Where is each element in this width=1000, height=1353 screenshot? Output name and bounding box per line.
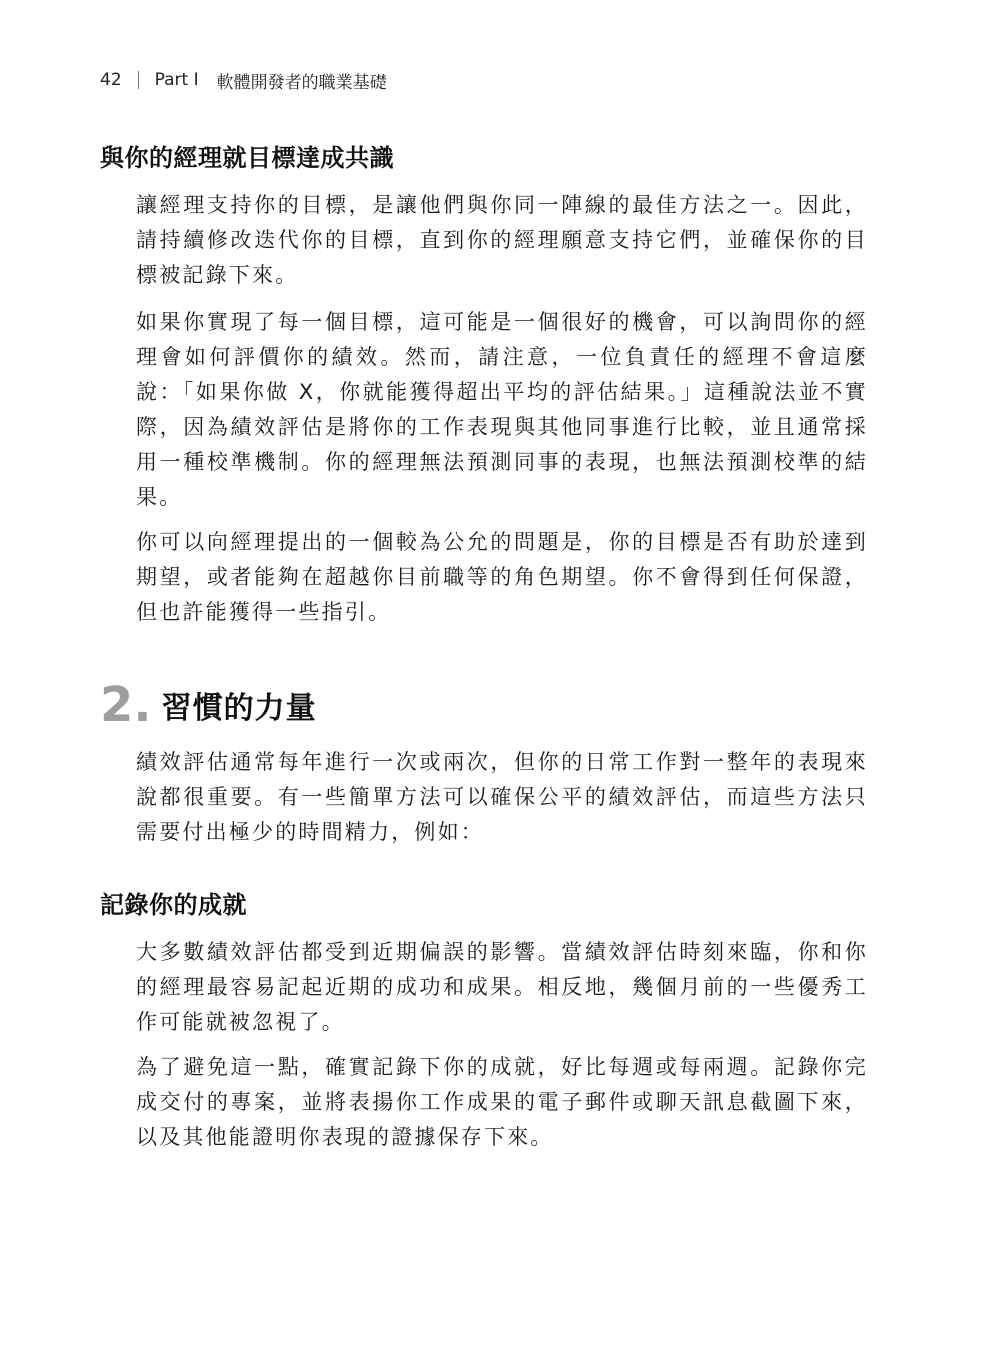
page-number: 42 — [100, 70, 122, 90]
chapter-number: 2. — [100, 677, 152, 733]
paragraph-record-tips: 為了避免這一點，確實記錄下你的成就，好比每週或每兩週。記錄你完成交付的專案，並將表揚你工作成果的電子郵件或聊天訊息截圖下來，以及其他能證明你表現的證據保存下來。 — [136, 1055, 868, 1149]
paragraph-evaluation-question: 如果你實現了每一個目標，這可能是一個很好的機會，可以詢問你的經理會如何評價你的績效。然而，請注意，一位負責任的經理不會這麼說：「如果你做 X，你就能獲得超出平均的評估結果。」這種說法並不實際，因為績效評估是將你的工作表現與其他同事進行比較，並且通常採用一種校準機制。你的經理無法預測同事的表現，也無法預測校準的結果。 — [136, 310, 868, 509]
section-heading-record-achievements: 記錄你的成就 — [100, 891, 247, 919]
book-title: 軟體開發者的職業基礎 — [216, 72, 387, 93]
running-header — [100, 66, 387, 94]
section-heading-agreement: 與你的經理就目標達成共識 — [100, 144, 394, 172]
part-label: Part I — [154, 70, 199, 90]
paragraph-recency-bias: 大多數績效評估都受到近期偏誤的影響。當績效評估時刻來臨，你和你的經理最容易記起近期的成功和成果。相反地，幾個月前的一些優秀工作可能就被忽視了。 — [136, 940, 868, 1034]
paragraph-fair-question: 你可以向經理提出的一個較為公允的問題是，你的目標是否有助於達到期望，或者能夠在超越你目前職等的角色期望。你不會得到任何保證，但也許能獲得一些指引。 — [136, 530, 868, 624]
chapter-heading — [100, 677, 317, 733]
header-divider — [138, 71, 139, 89]
paragraph-chapter-intro: 績效評估通常每年進行一次或兩次，但你的日常工作對一整年的表現來說都很重要。有一些簡單方法可以確保公平的績效評估，而這些方法只需要付出極少的時間精力，例如： — [136, 750, 868, 844]
paragraph-manager-support: 讓經理支持你的目標，是讓他們與你同一陣線的最佳方法之一。因此，請持續修改迭代你的目標，直到你的經理願意支持它們，並確保你的目標被記錄下來。 — [136, 193, 868, 287]
chapter-title: 習慣的力量 — [161, 691, 317, 726]
